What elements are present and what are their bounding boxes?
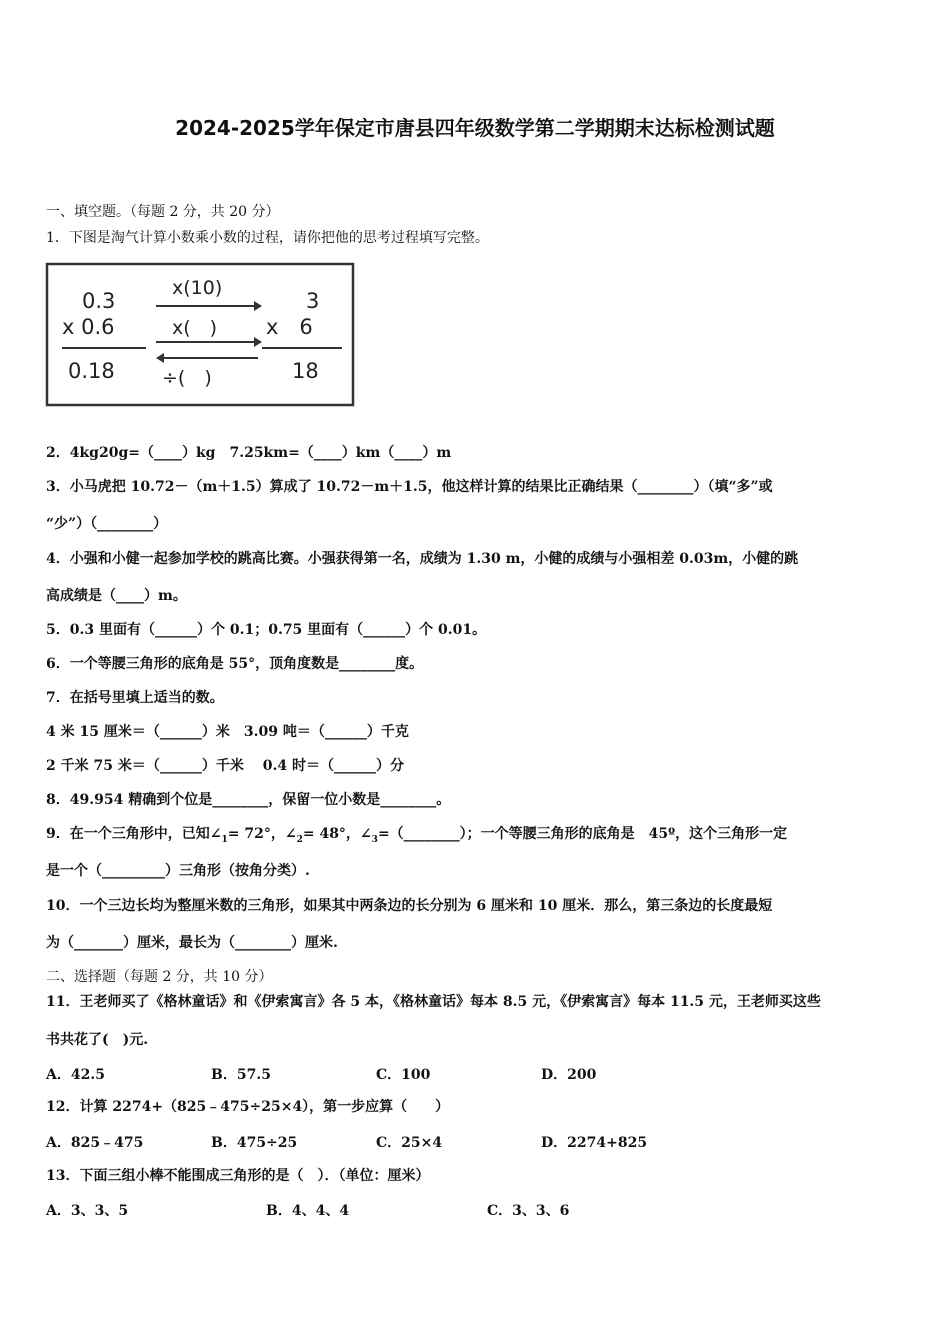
q11-option-b[interactable]: B．57.5 bbox=[211, 1067, 271, 1083]
question-9-line-2: 是一个（_________）三角形（按角分类）. bbox=[46, 863, 310, 879]
q13-option-c[interactable]: C．3、3、6 bbox=[487, 1203, 570, 1219]
question-7-row-2: 2 千米 75 米＝（______）千米 0.4 时＝（______）分 bbox=[46, 758, 404, 774]
q13-option-a[interactable]: A．3、3、5 bbox=[46, 1203, 129, 1219]
figure-a1: 0.3 bbox=[82, 289, 116, 313]
question-10-line-1: 10．一个三边长均为整厘米数的三角形，如果其中两条边的长分别为 6 厘米和 10 厘米．那么，第三条边的长度最短 bbox=[46, 898, 773, 914]
q12-option-a[interactable]: A．825﹣475 bbox=[46, 1135, 144, 1151]
question-4-line-1: 4．小强和小健一起参加学校的跳高比赛。小强获得第一名，成绩为 1.30 m，小健的成绩与小强相差 0.03m，小健的跳 bbox=[46, 551, 799, 567]
question-8: 8．49.954 精确到个位是________，保留一位小数是________。 bbox=[46, 792, 451, 808]
q11-option-d[interactable]: D．200 bbox=[541, 1067, 597, 1083]
question-1: 1．下图是淘气计算小数乘小数的过程，请你把他的思考过程填写完整。 bbox=[46, 230, 489, 246]
q12-option-b[interactable]: B．475÷25 bbox=[211, 1135, 298, 1151]
question-6: 6．一个等腰三角形的底角是 55°，顶角度数是________度。 bbox=[46, 656, 424, 672]
question-7: 7．在括号里填上适当的数。 bbox=[46, 690, 224, 706]
question-7-row-1: 4 米 15 厘米＝（______）米 3.09 吨＝（______）千克 bbox=[46, 724, 409, 740]
multiplication-figure bbox=[44, 260, 358, 410]
q13-option-b[interactable]: B．4、4、4 bbox=[266, 1203, 350, 1219]
figure-b1: 3 bbox=[306, 289, 320, 313]
question-3-line-1: 3．小马虎把 10.72－（m＋1.5）算成了 10.72－m＋1.5，他这样计算的结果比正确结果（________）（填“多”或 bbox=[46, 479, 773, 495]
question-13: 13．下面三组小棒不能围成三角形的是（ ）．（单位：厘米） bbox=[46, 1168, 430, 1184]
section-choice-heading: 二、选择题（每题 2 分，共 10 分） bbox=[46, 969, 273, 985]
question-2: 2．4kg20g=（____）kg 7.25km=（____）km（____）m bbox=[46, 445, 452, 461]
figure-op2: x( ) bbox=[172, 317, 218, 339]
q12-option-c[interactable]: C．25×4 bbox=[376, 1135, 443, 1151]
question-4-line-2: 高成绩是（____）m。 bbox=[46, 588, 187, 604]
question-5: 5．0.3 里面有（______）个 0.1；0.75 里面有（______）个 0.01。 bbox=[46, 622, 487, 638]
page-title: 2024-2025学年保定市唐县四年级数学第二学期期末达标检测试题 bbox=[175, 116, 775, 140]
question-9-line-1: 9．在一个三角形中，已知$\angle_1= 72^\circ$，$\angle_2= 48^\circ$，$\angle_3=(\_\_\_\_\_\_\_\_)$；一个等腰三角形的底角是 45º，这个三角形一定 bbox=[46, 826, 788, 845]
question-11-line-2: 书共花了( )元. bbox=[46, 1032, 149, 1048]
q11-option-a[interactable]: A．42.5 bbox=[46, 1067, 105, 1083]
question-11-line-1: 11．王老师买了《格林童话》和《伊索寓言》各 5 本，《格林童话》每本 8.5 元，《伊索寓言》每本 11.5 元，王老师买这些 bbox=[46, 994, 821, 1010]
figure-op1: x(10) bbox=[172, 277, 223, 299]
figure-a2: x 0.6 bbox=[62, 315, 115, 339]
question-3-line-2: “少”）（________） bbox=[46, 516, 168, 532]
figure-b3: 18 bbox=[292, 359, 319, 383]
question-12: 12．计算 2274+（825﹣475÷25×4），第一步应算（ ） bbox=[46, 1099, 450, 1115]
figure-a3: 0.18 bbox=[68, 359, 115, 383]
figure-op3: ÷( ) bbox=[162, 367, 212, 389]
q12-option-d[interactable]: D．2274+825 bbox=[541, 1135, 648, 1151]
q11-option-c[interactable]: C．100 bbox=[376, 1067, 431, 1083]
section-fill-blank-heading: 一、填空题。（每题 2 分，共 20 分） bbox=[46, 204, 280, 220]
figure-b2: x 6 bbox=[266, 315, 313, 339]
question-10-line-2: 为（_______）厘米，最长为（________）厘米. bbox=[46, 935, 338, 951]
